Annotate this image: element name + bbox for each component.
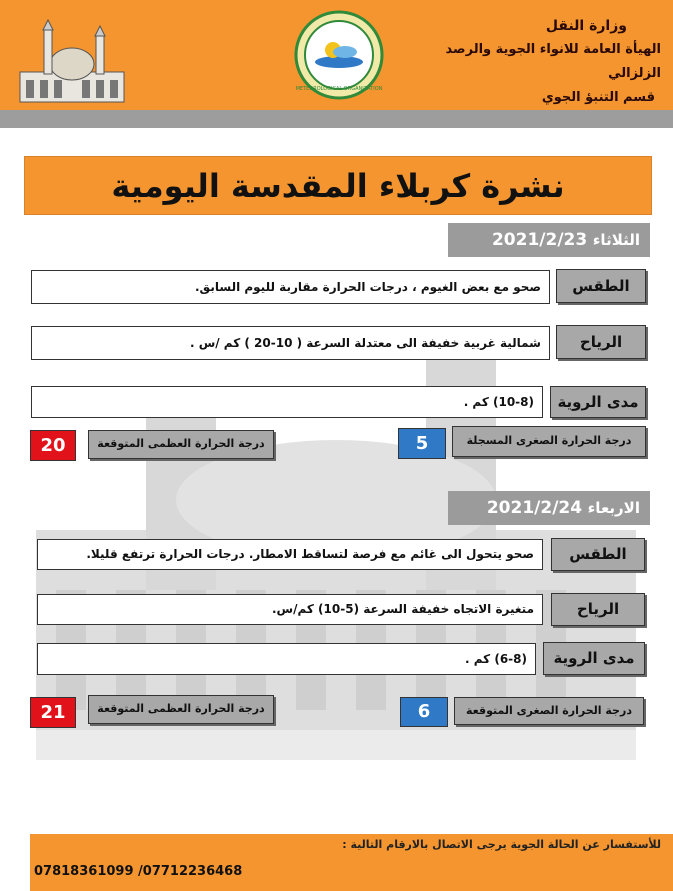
day1-weather-label: الطقس — [556, 269, 646, 303]
day2-wind-text: متغيرة الاتجاه خفيفة السرعة (5-10) كم/س. — [37, 594, 543, 625]
day2-visibility-text: (6-8) كم . — [37, 643, 536, 675]
organization-logo — [289, 10, 389, 100]
ministry-name: وزارة النقل — [545, 18, 627, 34]
day2-day-name: الاربعاء — [587, 499, 640, 517]
footer-inquiry: للأستفسار عن الحالة الجوية يرجى الاتصال بالارقام التالية : — [342, 838, 661, 851]
authority-name: الهيأة العامة للانواء الجوية والرصد الزلزالي — [445, 42, 661, 81]
day1-max-temp-value: 20 — [30, 430, 76, 461]
day2-max-temp-label: درجة الحرارة العظمى المتوقعة — [88, 695, 274, 724]
day1-visibility-label: مدى الروية — [550, 386, 646, 418]
day2-min-temp-value: 6 — [400, 697, 448, 727]
day2-weather-text: صحو يتحول الى غائم مع فرصة لتساقط الامطار. درجات الحرارة ترتفع قليلا. — [37, 539, 543, 570]
day2-weather-label: الطقس — [551, 538, 645, 571]
header-divider — [0, 110, 673, 128]
day1-visibility-text: (10-8) كم . — [31, 386, 543, 418]
footer-phones[interactable]: 07818361099 /07712236468 — [34, 864, 243, 879]
shrine-illustration — [12, 14, 132, 108]
day1-min-temp-value: 5 — [398, 428, 446, 459]
day1-day-name: الثلاثاء — [592, 231, 640, 249]
page-title: نشرة كربلاء المقدسة اليومية — [24, 156, 652, 215]
day1-wind-text: شمالية غربية خفيفة الى معتدلة السرعة ( 10-20 ) كم /س . — [31, 326, 550, 360]
day2-max-temp-value: 21 — [30, 697, 76, 728]
day2-date: 2021/2/24 — [486, 498, 583, 518]
day1-max-temp-label: درجة الحرارة العظمى المتوقعة — [88, 430, 274, 459]
day2-min-temp-label: درجة الحرارة الصغرى المتوقعة — [454, 697, 644, 725]
day1-date-bar — [448, 223, 650, 257]
day1-date: 2021/2/23 — [491, 230, 588, 250]
day1-min-temp-label: درجة الحرارة الصغرى المسجلة — [452, 426, 646, 457]
day1-wind-label: الرياح — [556, 325, 646, 359]
day1-weather-text: صحو مع بعض الغيوم ، درجات الحرارة مقاربة لليوم السابق. — [31, 270, 550, 304]
logo-text: METEOROLOGICAL ORGANIZATION — [295, 86, 383, 92]
ministry-block — [431, 14, 661, 110]
day2-wind-label: الرياح — [551, 593, 645, 626]
day2-date-bar — [448, 491, 650, 525]
department-name: قسم التنبؤ الجوي — [541, 90, 655, 105]
day2-visibility-label: مدى الروية — [543, 642, 645, 675]
